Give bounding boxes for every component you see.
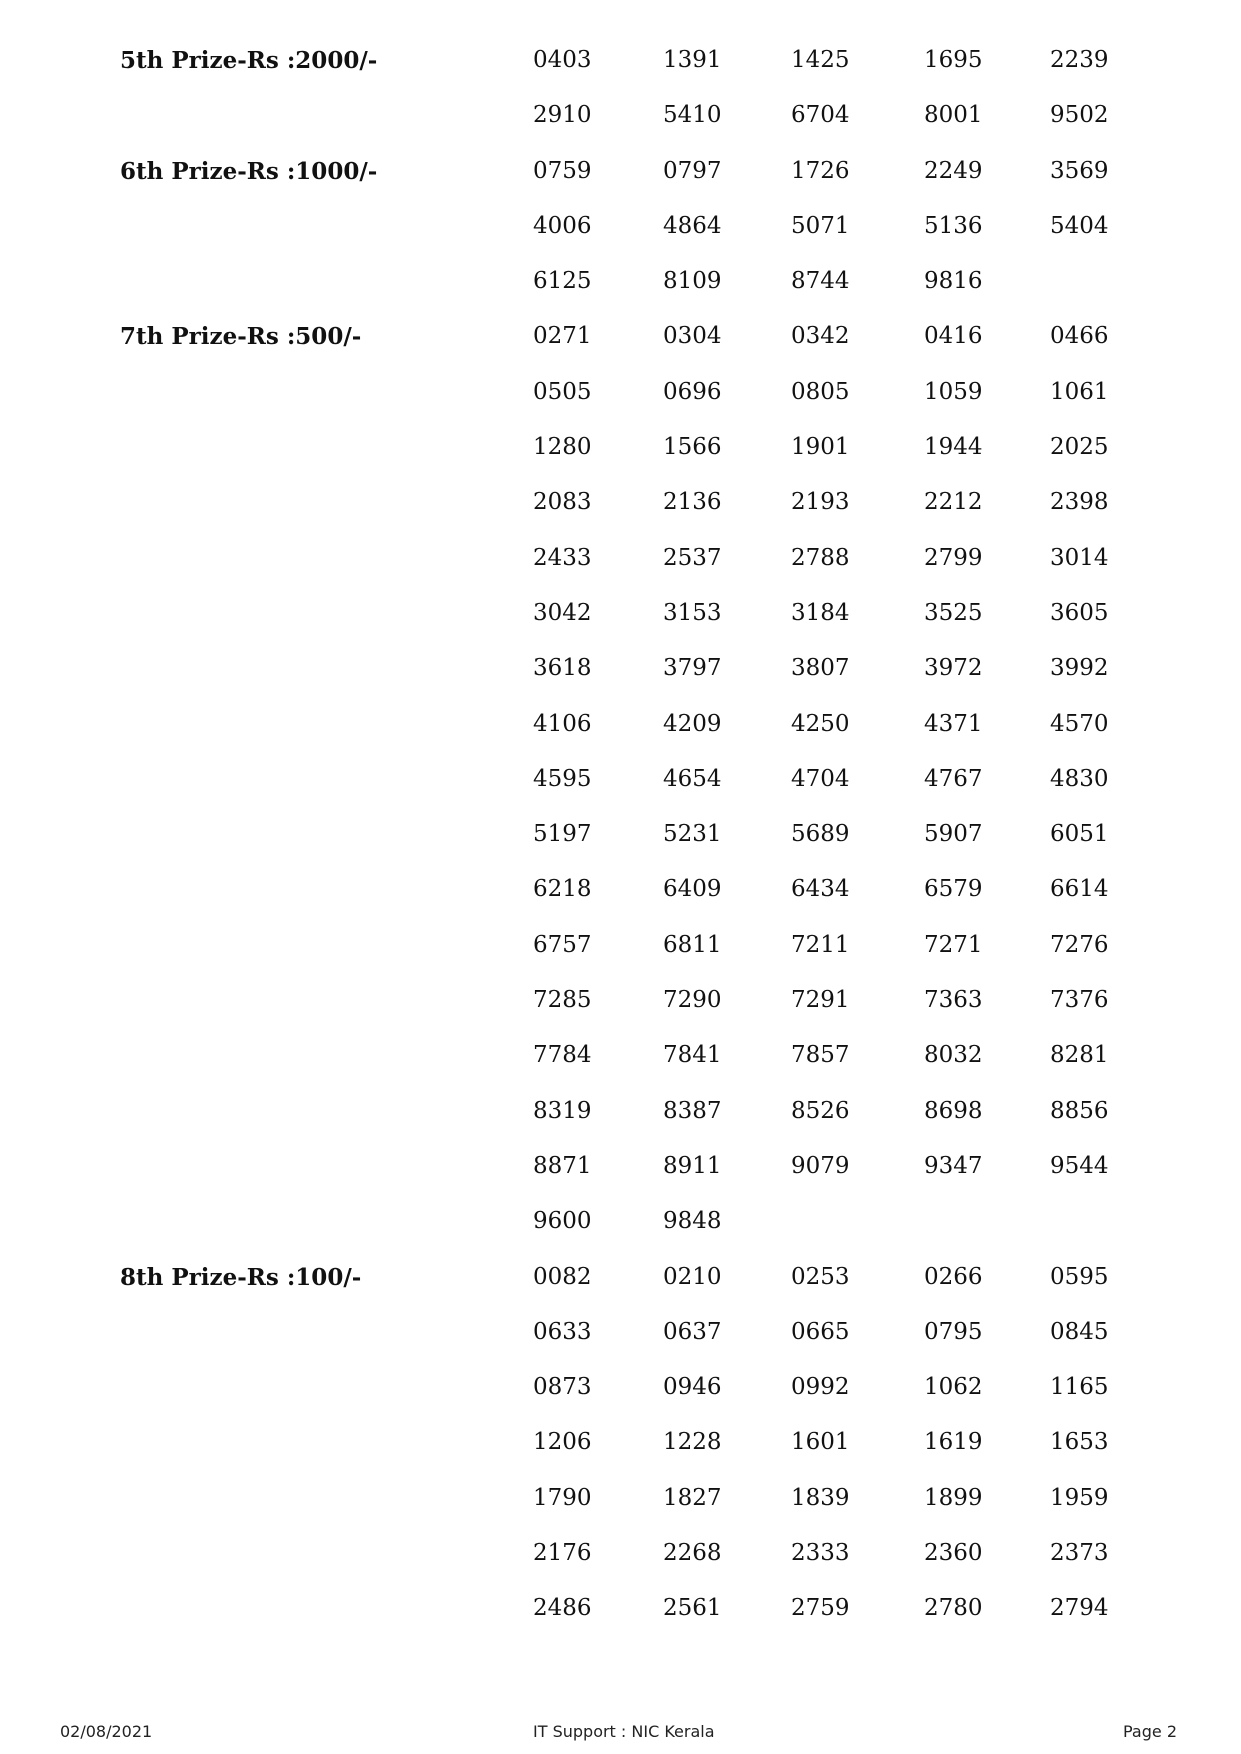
winning-number: 0637 bbox=[663, 1318, 722, 1345]
winning-number: 2398 bbox=[1050, 489, 1109, 516]
prize-row bbox=[0, 1106, 1241, 1179]
winning-number: 1944 bbox=[924, 434, 983, 461]
winning-number: 9600 bbox=[533, 1208, 592, 1235]
winning-number: 0665 bbox=[791, 1318, 850, 1345]
winning-number: 7271 bbox=[924, 931, 983, 958]
winning-number: 6579 bbox=[924, 876, 983, 903]
winning-number: 1726 bbox=[791, 157, 850, 184]
winning-number: 8387 bbox=[663, 1097, 722, 1124]
winning-number: 1790 bbox=[533, 1484, 592, 1511]
winning-number: 4864 bbox=[663, 212, 722, 239]
winning-number: 9816 bbox=[924, 268, 983, 295]
footer-it-support: IT Support : NIC Kerala bbox=[533, 1722, 715, 1741]
winning-number: 7376 bbox=[1050, 987, 1109, 1014]
winning-number: 2759 bbox=[791, 1595, 850, 1622]
prize-row bbox=[0, 166, 1241, 239]
prize-row bbox=[0, 1382, 1241, 1456]
winning-number: 4250 bbox=[791, 710, 850, 737]
winning-number: 7363 bbox=[924, 987, 983, 1014]
winning-number: 2249 bbox=[924, 157, 983, 184]
winning-number: 5231 bbox=[663, 821, 722, 848]
winning-number: 2799 bbox=[924, 544, 983, 571]
winning-number: 1619 bbox=[924, 1429, 983, 1456]
winning-number: 0633 bbox=[533, 1318, 592, 1345]
winning-number: 7841 bbox=[663, 1042, 722, 1069]
prize-row bbox=[0, 55, 1241, 129]
winning-number: 0253 bbox=[791, 1263, 850, 1290]
winning-number: 1391 bbox=[663, 47, 722, 73]
winning-number: 0082 bbox=[533, 1263, 592, 1290]
prize-row bbox=[0, 221, 1241, 295]
winning-number: 2433 bbox=[533, 544, 592, 571]
winning-number: 2561 bbox=[663, 1595, 722, 1622]
winning-number: 2136 bbox=[663, 489, 722, 516]
winning-number: 4704 bbox=[791, 765, 850, 792]
winning-number: 7285 bbox=[533, 987, 592, 1014]
winning-number: 6218 bbox=[533, 876, 592, 903]
winning-number: 3569 bbox=[1050, 157, 1109, 184]
winning-number: 8744 bbox=[791, 268, 850, 295]
winning-number: 1899 bbox=[924, 1484, 983, 1511]
prize-row bbox=[0, 719, 1241, 792]
prize-row bbox=[0, 1327, 1241, 1401]
winning-number: 2176 bbox=[533, 1540, 592, 1567]
prize-row bbox=[0, 276, 1241, 351]
winning-number: 7290 bbox=[663, 987, 722, 1014]
winning-number: 6704 bbox=[791, 102, 850, 129]
winning-number: 2025 bbox=[1050, 434, 1109, 461]
winning-number: 1566 bbox=[663, 434, 722, 461]
winning-number: 8109 bbox=[663, 268, 722, 295]
winning-number: 1206 bbox=[533, 1429, 592, 1456]
prize-label: 8th Prize-Rs :100/- bbox=[120, 1263, 362, 1291]
prize-label: 5th Prize-Rs :2000/- bbox=[120, 47, 378, 74]
winning-number: 0845 bbox=[1050, 1318, 1109, 1345]
winning-number: 3184 bbox=[791, 599, 850, 626]
winning-number: 8032 bbox=[924, 1042, 983, 1069]
winning-number: 0266 bbox=[924, 1263, 983, 1290]
winning-number: 0416 bbox=[924, 323, 983, 350]
winning-number: 0271 bbox=[533, 323, 592, 350]
winning-number: 0304 bbox=[663, 323, 722, 350]
winning-number: 5410 bbox=[663, 102, 722, 129]
winning-number: 3525 bbox=[924, 599, 983, 626]
winning-number: 0795 bbox=[924, 1318, 983, 1345]
winning-number: 4654 bbox=[663, 765, 722, 792]
winning-number: 1280 bbox=[533, 434, 592, 461]
winning-number: 9544 bbox=[1050, 1152, 1109, 1179]
prize-label: 6th Prize-Rs :1000/- bbox=[120, 157, 378, 185]
winning-number: 3042 bbox=[533, 599, 592, 626]
winning-number: 6051 bbox=[1050, 821, 1109, 848]
winning-number: 0210 bbox=[663, 1263, 722, 1290]
winning-number: 1062 bbox=[924, 1374, 983, 1401]
winning-number: 1059 bbox=[924, 378, 983, 405]
prize-row bbox=[0, 387, 1241, 461]
prize-row bbox=[0, 553, 1241, 626]
winning-number: 5907 bbox=[924, 821, 983, 848]
winning-number: 9079 bbox=[791, 1152, 850, 1179]
prize-row bbox=[0, 940, 1241, 1014]
winning-number: 1601 bbox=[791, 1429, 850, 1456]
winning-number: 4595 bbox=[533, 765, 592, 792]
footer-page-number: Page 2 bbox=[1123, 1722, 1177, 1741]
prize-row bbox=[0, 995, 1241, 1069]
winning-number: 8001 bbox=[924, 102, 983, 129]
winning-number: 3618 bbox=[533, 655, 592, 682]
winning-number: 1827 bbox=[663, 1484, 722, 1511]
winning-number: 4570 bbox=[1050, 710, 1109, 737]
winning-number: 1165 bbox=[1050, 1374, 1109, 1401]
prize-row bbox=[0, 774, 1241, 848]
winning-number: 4371 bbox=[924, 710, 983, 737]
winning-number: 2083 bbox=[533, 489, 592, 516]
winning-number: 9848 bbox=[663, 1208, 722, 1235]
winning-number: 1653 bbox=[1050, 1429, 1109, 1456]
winning-number: 8856 bbox=[1050, 1097, 1109, 1124]
winning-number: 7857 bbox=[791, 1042, 850, 1069]
winning-number: 6757 bbox=[533, 931, 592, 958]
winning-number: 8911 bbox=[663, 1152, 722, 1179]
winning-number: 2794 bbox=[1050, 1595, 1109, 1622]
winning-number: 7276 bbox=[1050, 931, 1109, 958]
winning-number: 2360 bbox=[924, 1540, 983, 1567]
prize-row bbox=[0, 442, 1241, 516]
winning-number: 2193 bbox=[791, 489, 850, 516]
winning-number: 0595 bbox=[1050, 1263, 1109, 1290]
winning-number: 3153 bbox=[663, 599, 722, 626]
winning-number: 6409 bbox=[663, 876, 722, 903]
winning-number: 0797 bbox=[663, 157, 722, 184]
winning-number: 2788 bbox=[791, 544, 850, 571]
prize-row bbox=[0, 1493, 1241, 1567]
prize-row bbox=[0, 1438, 1241, 1511]
prize-row bbox=[0, 111, 1241, 185]
winning-number: 0805 bbox=[791, 378, 850, 405]
winning-number: 4106 bbox=[533, 710, 592, 737]
winning-number: 7211 bbox=[791, 931, 850, 958]
winning-number: 8281 bbox=[1050, 1042, 1109, 1069]
footer-date: 02/08/2021 bbox=[60, 1722, 153, 1741]
winning-number: 2910 bbox=[533, 102, 592, 129]
winning-number: 8526 bbox=[791, 1097, 850, 1124]
prize-row bbox=[0, 498, 1241, 571]
winning-number: 2212 bbox=[924, 489, 983, 516]
winning-number: 9502 bbox=[1050, 102, 1109, 129]
winning-number: 1228 bbox=[663, 1429, 722, 1456]
winning-number: 2373 bbox=[1050, 1540, 1109, 1567]
winning-number: 0466 bbox=[1050, 323, 1109, 350]
winning-number: 8319 bbox=[533, 1097, 592, 1124]
winning-number: 5689 bbox=[791, 821, 850, 848]
winning-number: 0992 bbox=[791, 1374, 850, 1401]
winning-number: 3014 bbox=[1050, 544, 1109, 571]
winning-number: 3992 bbox=[1050, 655, 1109, 682]
winning-number: 9347 bbox=[924, 1152, 983, 1179]
winning-number: 2486 bbox=[533, 1595, 592, 1622]
winning-number: 2537 bbox=[663, 544, 722, 571]
winning-number: 7291 bbox=[791, 987, 850, 1014]
winning-number: 0696 bbox=[663, 378, 722, 405]
winning-number: 2239 bbox=[1050, 47, 1109, 73]
prize-row bbox=[0, 332, 1241, 405]
winning-number: 3797 bbox=[663, 655, 722, 682]
winning-number: 0342 bbox=[791, 323, 850, 350]
winning-number: 3605 bbox=[1050, 599, 1109, 626]
winning-number: 5197 bbox=[533, 821, 592, 848]
winning-number: 1839 bbox=[791, 1484, 850, 1511]
winning-number: 6614 bbox=[1050, 876, 1109, 903]
winning-number: 2780 bbox=[924, 1595, 983, 1622]
prize-row bbox=[0, 1548, 1241, 1622]
winning-number: 0946 bbox=[663, 1374, 722, 1401]
winning-number: 7784 bbox=[533, 1042, 592, 1069]
winning-number: 3972 bbox=[924, 655, 983, 682]
winning-number: 1061 bbox=[1050, 378, 1109, 405]
winning-number: 4767 bbox=[924, 765, 983, 792]
prize-row bbox=[0, 1051, 1241, 1124]
prize-row bbox=[0, 0, 1241, 74]
winning-number: 1959 bbox=[1050, 1484, 1109, 1511]
winning-number: 1901 bbox=[791, 434, 850, 461]
prize-row bbox=[0, 664, 1241, 737]
winning-number: 5071 bbox=[791, 212, 850, 239]
winning-number: 5404 bbox=[1050, 212, 1109, 239]
prize-row bbox=[0, 1161, 1241, 1235]
winning-number: 2333 bbox=[791, 1540, 850, 1567]
winning-number: 8698 bbox=[924, 1097, 983, 1124]
winning-number: 1695 bbox=[924, 47, 983, 73]
winning-number: 3807 bbox=[791, 655, 850, 682]
winning-number: 0759 bbox=[533, 157, 592, 184]
prize-row bbox=[0, 1272, 1241, 1345]
winning-number: 5136 bbox=[924, 212, 983, 239]
winning-number: 8871 bbox=[533, 1152, 592, 1179]
prize-row bbox=[0, 829, 1241, 903]
winning-number: 2268 bbox=[663, 1540, 722, 1567]
winning-number: 0403 bbox=[533, 47, 592, 73]
winning-number: 6434 bbox=[791, 876, 850, 903]
winning-number: 6811 bbox=[663, 931, 722, 958]
prize-row bbox=[0, 1217, 1241, 1291]
prize-label: 7th Prize-Rs :500/- bbox=[120, 323, 362, 351]
winning-number: 0873 bbox=[533, 1374, 592, 1401]
winning-number: 4209 bbox=[663, 710, 722, 737]
winning-number: 6125 bbox=[533, 268, 592, 295]
prize-row bbox=[0, 885, 1241, 958]
prize-row bbox=[0, 608, 1241, 682]
winning-number: 0505 bbox=[533, 378, 592, 405]
winning-number: 4830 bbox=[1050, 765, 1109, 792]
winning-number: 1425 bbox=[791, 47, 850, 73]
winning-number: 4006 bbox=[533, 212, 592, 239]
